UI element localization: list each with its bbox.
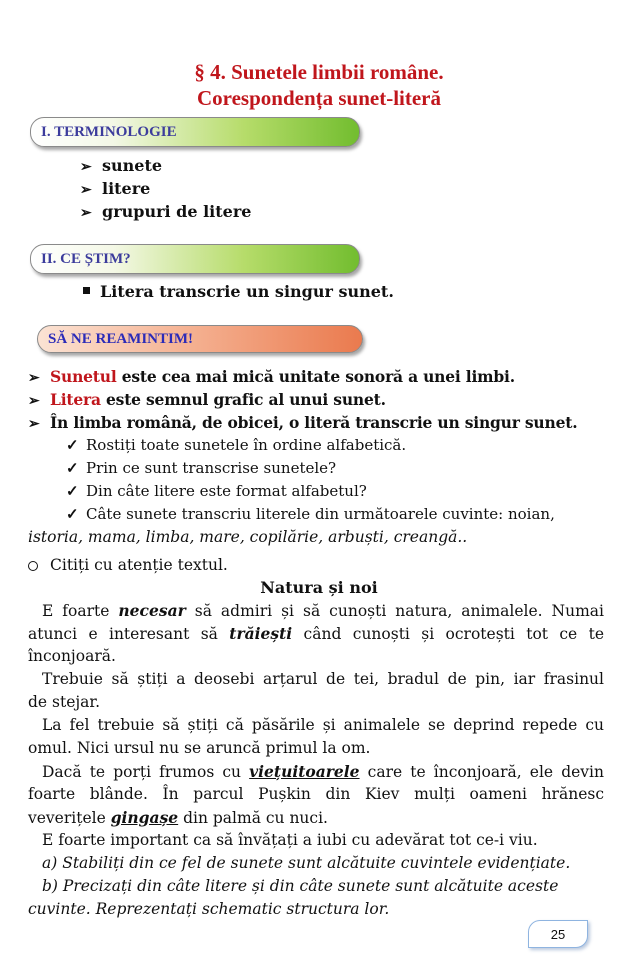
list-item: ➢ sunete <box>80 156 163 175</box>
remind-heading: SĂ NE REAMINTIM! <box>48 331 194 347</box>
story-line: de stejar. <box>28 693 101 711</box>
checkmark-icon: ✓ <box>66 482 79 500</box>
fact-line: ➢ Litera este semnul grafic al unui sunet. <box>28 390 386 409</box>
arrow-bullet-icon: ➢ <box>28 416 40 432</box>
story-line: Trebuie să știți a deosebi arțarul de tei, bradul de pin, iar frasinul <box>42 670 604 688</box>
story-line: foarte blânde. În parcul Pușkin din Kiev mulți oameni hrănesc <box>28 785 604 803</box>
arrow-bullet-icon: ➢ <box>80 205 92 221</box>
story-line: atunci e interesant să trăiești când cunoști și ocrotești tot ce te <box>28 624 605 643</box>
story-line: Dacă te porți frumos cu viețuitoarele care te înconjoară, ele devin <box>42 762 604 781</box>
story-line: veverițele gingașe din palmă cu nuci. <box>28 808 328 827</box>
read-instruction: Citiți cu atenție textul. <box>28 556 604 574</box>
circle-bullet-icon <box>28 561 38 571</box>
remind-banner <box>37 325 363 353</box>
checkmark-icon: ✓ <box>66 459 79 477</box>
list-item: ➢ litere <box>80 179 151 198</box>
arrow-bullet-icon: ➢ <box>28 393 40 409</box>
checkmark-icon: ✓ <box>66 436 79 454</box>
question-b-cont: cuvinte. Reprezentați schematic structura lor. <box>28 900 390 918</box>
task-item: ✓ Prin ce sunt transcrise sunetele? <box>66 459 337 477</box>
task-item: ✓ Câte sunete transcriu literele din următoarele cuvinte: noian, <box>66 505 555 523</box>
page-subtitle: Corespondența sunet-literă <box>196 86 442 110</box>
story-line: E foarte important ca să învățați a iubi cu adevărat tot ce-i viu. <box>42 831 538 849</box>
arrow-bullet-icon: ➢ <box>28 370 40 386</box>
task-item: ✓ Din câte litere este format alfabetul? <box>66 482 367 500</box>
arrow-bullet-icon: ➢ <box>80 159 92 175</box>
terminology-heading: I. TERMINOLOGIE <box>41 124 177 140</box>
known-heading: II. CE ȘTIM? <box>41 251 131 267</box>
highlighted-word: viețuitoarele <box>249 762 360 781</box>
page-title: § 4. Sunetele limbii române. <box>194 60 444 84</box>
fact-line: ➢ În limba română, de obicei, o literă transcrie un singur sunet. <box>28 413 578 432</box>
terminology-banner <box>30 117 360 147</box>
highlighted-word: gingașe <box>110 808 179 827</box>
question-a: a) Stabiliți din ce fel de sunete sunt alcătuite cuvintele evidențiate. <box>42 854 571 872</box>
highlighted-word: necesar <box>118 601 186 620</box>
story-line: La fel trebuie să știți că păsările și animalele se deprind repede cu <box>42 716 604 734</box>
known-banner <box>30 244 360 274</box>
fact-line: ➢ Sunetul este cea mai mică unitate sonoră a unei limbi. <box>28 367 515 386</box>
arrow-bullet-icon: ➢ <box>80 182 92 198</box>
story-line: înconjoară. <box>28 647 116 665</box>
story-line: omul. Nici ursul nu se aruncă primul la om. <box>28 739 371 757</box>
story-line: E foarte necesar să admiri și să cunoști natura, animalele. Numai <box>42 601 604 620</box>
list-item: Litera transcrie un singur sunet. <box>83 282 394 301</box>
question-b: b) Precizați din câte litere și din câte sunete sunt alcătuite aceste <box>42 877 559 895</box>
list-item: ➢ grupuri de litere <box>80 202 252 221</box>
highlighted-word: trăiești <box>229 624 293 643</box>
square-bullet-icon <box>83 287 90 294</box>
story-title: Natura și noi <box>260 578 378 597</box>
page-number: 25 <box>528 920 588 948</box>
checkmark-icon: ✓ <box>66 505 79 523</box>
task-item: ✓ Rostiți toate sunetele în ordine alfabetică. <box>66 436 407 454</box>
task-words: istoria, mama, limba, mare, copilărie, arbuști, creangă.. <box>28 528 468 546</box>
